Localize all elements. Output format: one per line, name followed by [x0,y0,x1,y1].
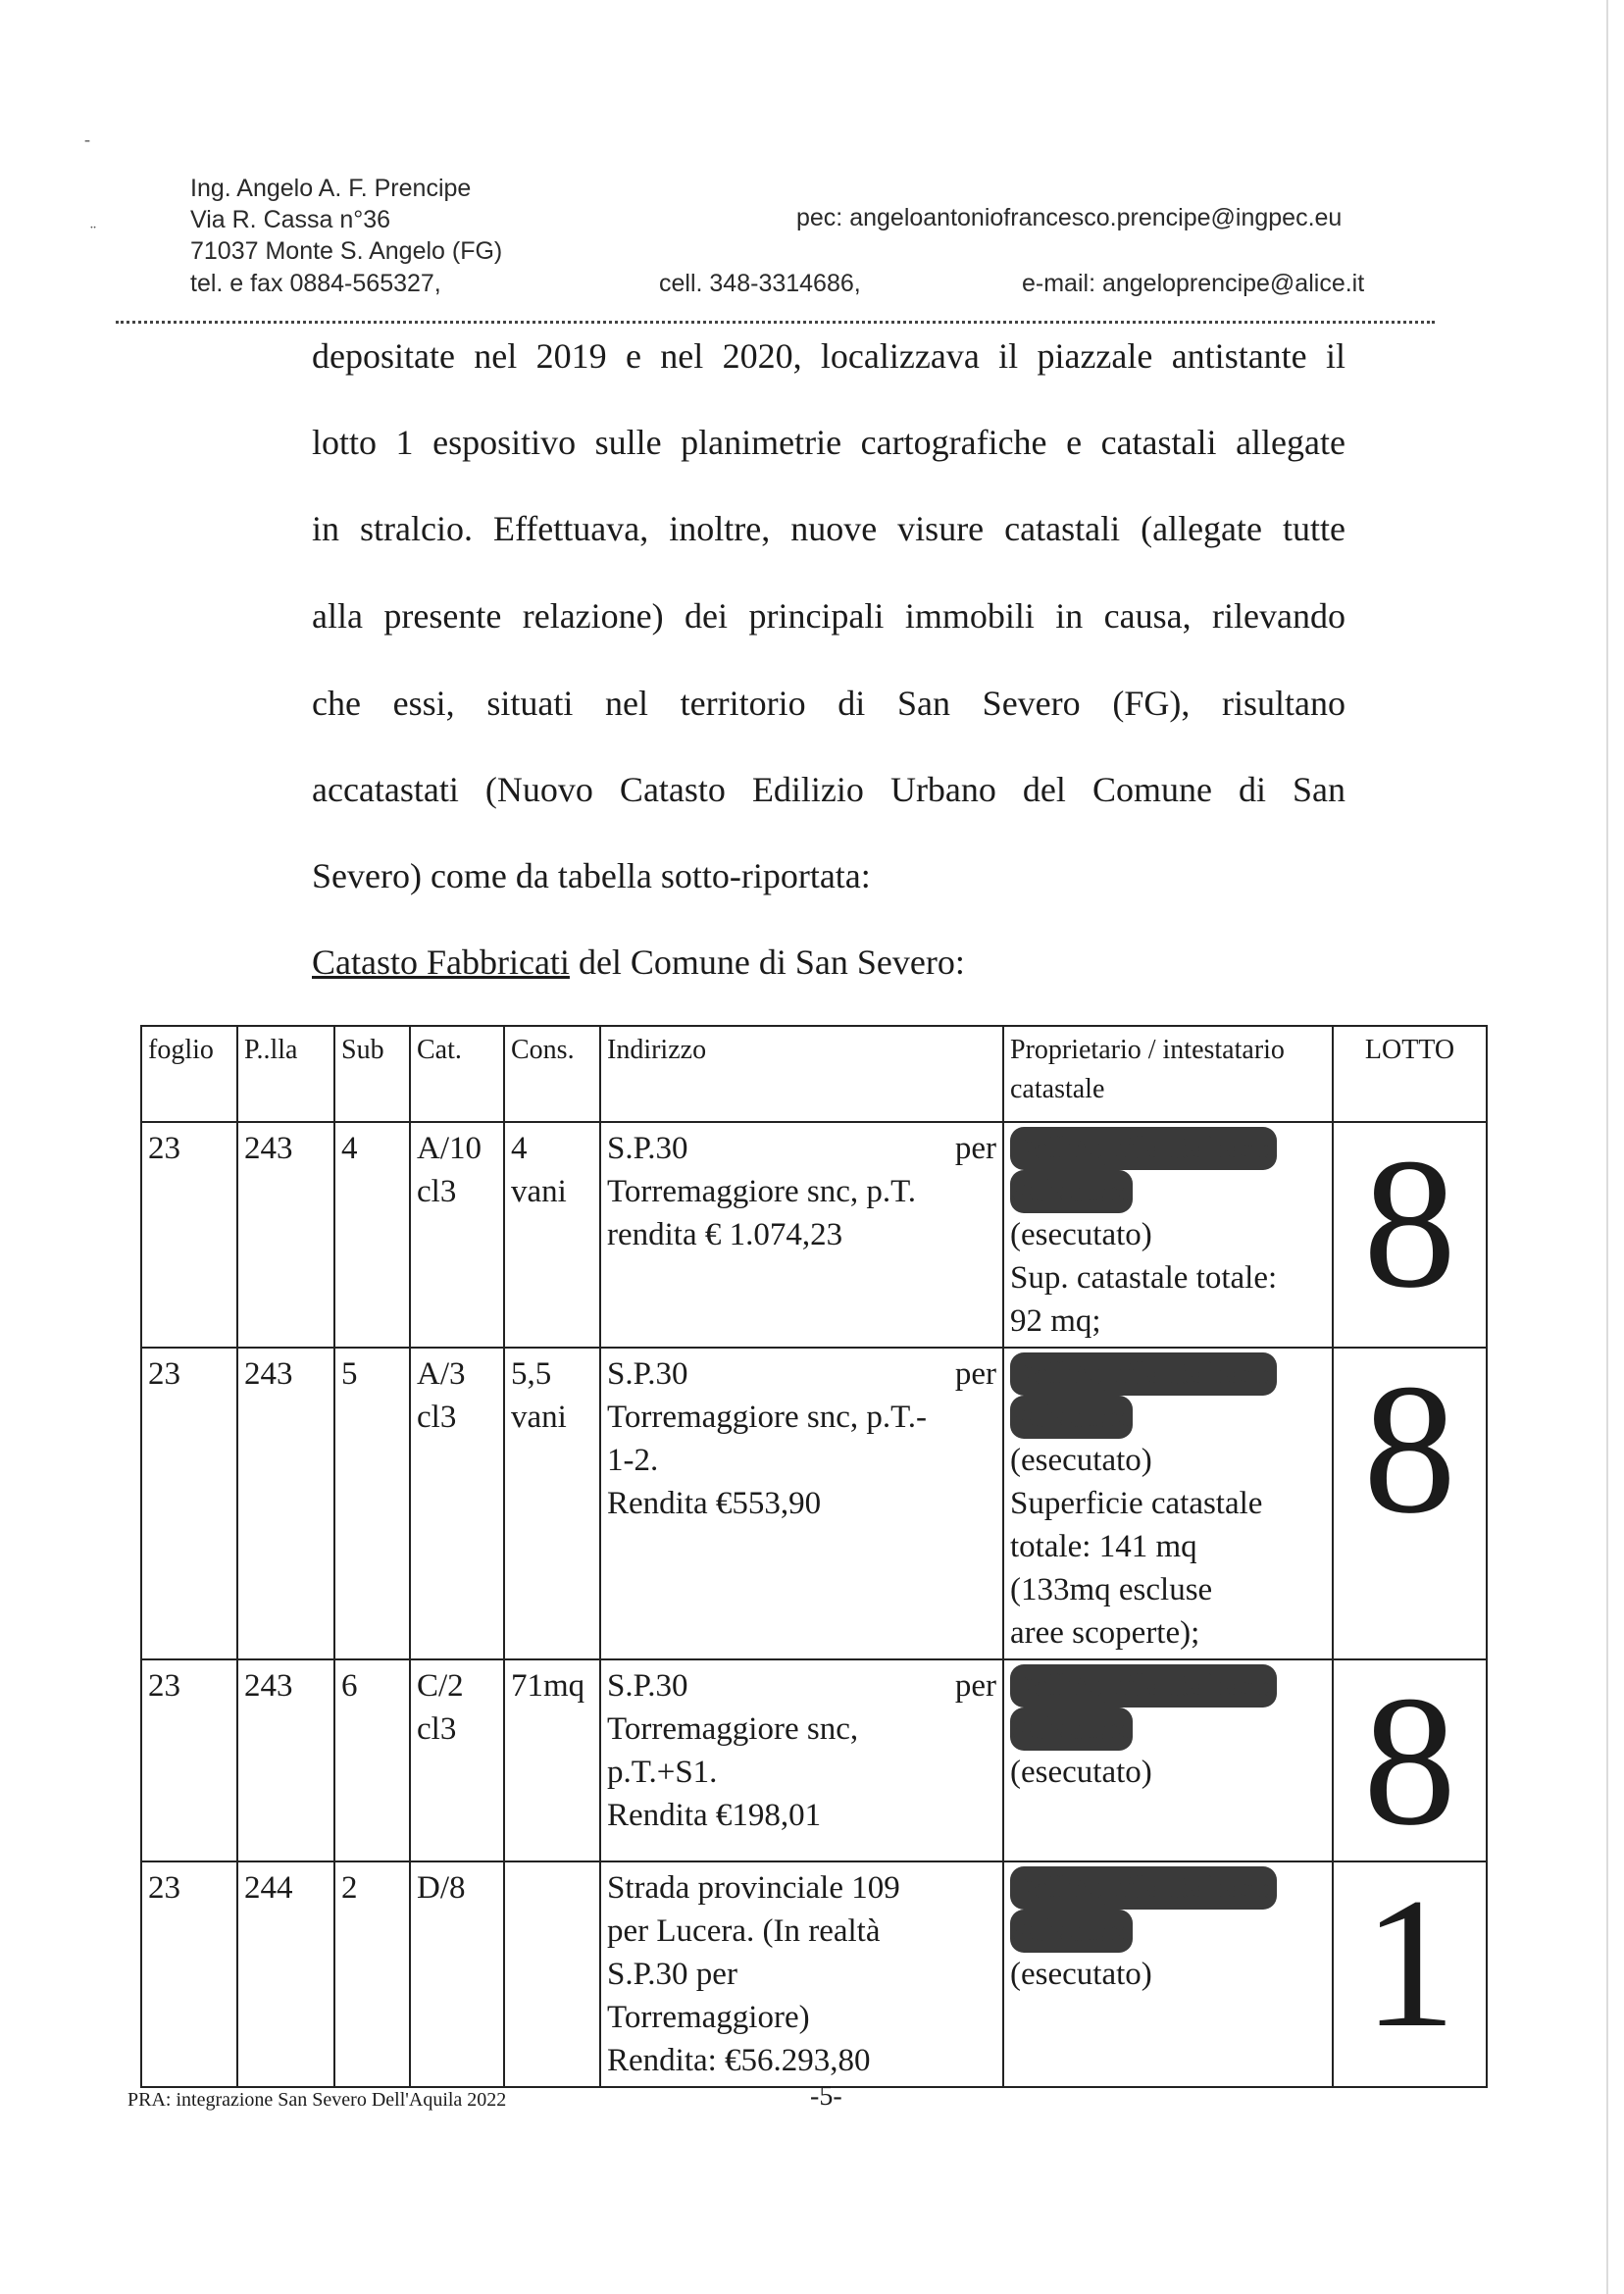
cell-lotto: 8 [1333,1659,1487,1861]
header-lotto: LOTTO [1333,1026,1487,1122]
owner-detail: Superficie catastale [1010,1486,1263,1521]
header-indirizzo: Indirizzo [600,1026,1003,1122]
cell-sub: 6 [334,1659,410,1861]
address-line: p.T.+S1. [607,1755,718,1790]
cell-plla: 244 [237,1861,334,2087]
body-line: alla presente relazione) dei principali immobili in causa, rilevando [312,596,1345,636]
cell-sub: 4 [334,1122,410,1348]
cell-indirizzo [600,1861,1003,2087]
owner-status: (esecutato) [1010,1755,1152,1790]
cat-code: A/10 [417,1131,482,1166]
address-line: rendita € 1.074,23 [607,1217,843,1252]
address-road: S.P.30 [607,1131,688,1166]
sender-city: 71037 Monte S. Angelo (FG) [190,237,503,265]
cell-foglio: 23 [141,1348,237,1659]
owner-status: (esecutato) [1010,1443,1152,1478]
cell-indirizzo [600,1122,1003,1348]
cell-plla: 243 [237,1348,334,1659]
cell-proprietario [1003,1659,1333,1861]
address-line [607,1352,996,1396]
body-line: in stralcio. Effettuava, inoltre, nuove visure catastali (allegate tutte [312,509,1345,548]
page-number: -5- [810,2081,842,2112]
cons-unit: vani [511,1174,567,1209]
cell-lotto: 1 [1333,1861,1487,2087]
cell-cons [504,1122,600,1348]
caption-rest: del Comune di San Severo: [569,943,965,982]
sender-street: Via R. Cassa n°36 [190,206,391,233]
address-line: Rendita €553,90 [607,1486,822,1521]
address-per: per [954,1356,996,1392]
cons-unit: vani [511,1400,567,1435]
address-line: Rendita €198,01 [607,1798,822,1833]
cell-sub: 2 [334,1861,410,2087]
header-cons: Cons. [504,1026,600,1122]
cell-proprietario [1003,1861,1333,2087]
cell-cons [504,1861,600,2087]
header-plla: P..lla [237,1026,334,1122]
cadastral-table [140,1025,1488,2088]
body-line: accatastati (Nuovo Catasto Edilizio Urbano del Comune di San [312,770,1345,809]
cell-foglio: 23 [141,1122,237,1348]
cons-value: 5,5 [511,1356,552,1392]
redacted-owner-name: Salvatore [1010,1170,1133,1213]
scan-mark: - [84,129,90,149]
body-line: che essi, situati nel territorio di San Severo (FG), risultano [312,684,1345,723]
address-line: per Lucera. (In realtà [607,1913,881,1949]
header-foglio: foglio [141,1026,237,1122]
redacted-owner-name: Salvatore [1010,1910,1133,1953]
cons-value: 4 [511,1131,528,1166]
sender-cell: cell. 348-3314686, [659,270,861,297]
header-sub: Sub [334,1026,410,1122]
address-line: 1-2. [607,1443,659,1478]
cell-cat [410,1122,504,1348]
address-line: Rendita: €56.293,80 [607,2043,871,2078]
cell-foglio: 23 [141,1861,237,2087]
sender-phone: tel. e fax 0884-565327, [190,270,441,297]
owner-detail: totale: 141 mq [1010,1529,1197,1564]
owner-detail: (133mq escluse [1010,1572,1213,1607]
redacted-owner-name: Dell'Aquila Raffaele [1010,1352,1277,1396]
cell-foglio: 23 [141,1659,237,1861]
cat-class: cl3 [417,1711,457,1747]
cons-value: 71mq [511,1668,585,1704]
address-line [607,1664,996,1708]
sender-name: Ing. Angelo A. F. Prencipe [190,175,472,202]
redacted-owner-name: Salvatore [1010,1708,1133,1751]
address-per: per [954,1131,996,1166]
body-line: lotto 1 espositivo sulle planimetrie cartografiche e catastali allegate [312,423,1345,462]
address-per: per [954,1668,996,1704]
cat-code: A/3 [417,1356,466,1392]
address-road: S.P.30 [607,1356,688,1392]
cell-indirizzo [600,1348,1003,1659]
table-caption [312,942,965,983]
cell-plla: 243 [237,1122,334,1348]
cell-proprietario [1003,1348,1333,1659]
address-line: S.P.30 per [607,1957,737,1992]
owner-detail: aree scoperte); [1010,1615,1200,1651]
body-line: Severo) come da tabella sotto-riportata: [312,856,871,895]
address-line: Torremaggiore snc, [607,1711,859,1747]
table-row [141,1348,1487,1659]
sender-pec: pec: angeloantoniofrancesco.prencipe@ingpec.eu [796,204,1343,231]
scan-edge [1606,0,1608,2294]
redacted-owner-name: Dell'Aquila Raffaele [1010,1664,1277,1708]
cat-code: D/8 [417,1870,466,1906]
cell-lotto: 8 [1333,1122,1487,1348]
cell-lotto: 8 [1333,1348,1487,1659]
footer-doc-title: PRA: integrazione San Severo Dell'Aquila 2022 [127,2089,507,2111]
sender-email: e-mail: angeloprencipe@alice.it [1022,270,1365,297]
table-row [141,1659,1487,1861]
address-line: Torremaggiore) [607,2000,810,2035]
owner-detail: 92 mq; [1010,1303,1101,1339]
header-divider [116,321,1435,324]
cell-cat [410,1659,504,1861]
cell-proprietario [1003,1122,1333,1348]
header-proprietario: Proprietario / intestatario catastale [1003,1026,1333,1122]
cell-sub: 5 [334,1348,410,1659]
cell-cons [504,1659,600,1861]
address-line: Strada provinciale 109 [607,1870,900,1906]
address-line: Torremaggiore snc, p.T. [607,1174,917,1209]
table-row [141,1861,1487,2087]
address-road: S.P.30 [607,1668,688,1704]
cell-indirizzo [600,1659,1003,1861]
scan-mark: ¨ [90,222,96,241]
cat-class: cl3 [417,1400,457,1435]
body-line: depositate nel 2019 e nel 2020, localizzava il piazzale antistante il [312,336,1345,376]
catasto-fabbricati-link: Catasto Fabbricati [312,943,570,982]
table-header-row [141,1026,1487,1122]
table-row [141,1122,1487,1348]
redacted-owner-name: Dell'Aquila Raffaele [1010,1866,1277,1910]
cell-cons [504,1348,600,1659]
cat-class: cl3 [417,1174,457,1209]
redacted-owner-name: Dell'Aquila Raffaele [1010,1127,1277,1170]
address-line: Torremaggiore snc, p.T.- [607,1400,928,1435]
cell-plla: 243 [237,1659,334,1861]
cell-cat [410,1861,504,2087]
owner-status: (esecutato) [1010,1957,1152,1992]
owner-detail: Sup. catastale totale: [1010,1260,1278,1296]
header-cat: Cat. [410,1026,504,1122]
cat-code: C/2 [417,1668,464,1704]
cell-cat [410,1348,504,1659]
owner-status: (esecutato) [1010,1217,1152,1252]
address-line [607,1127,996,1170]
redacted-owner-name: Salvatore [1010,1396,1133,1439]
